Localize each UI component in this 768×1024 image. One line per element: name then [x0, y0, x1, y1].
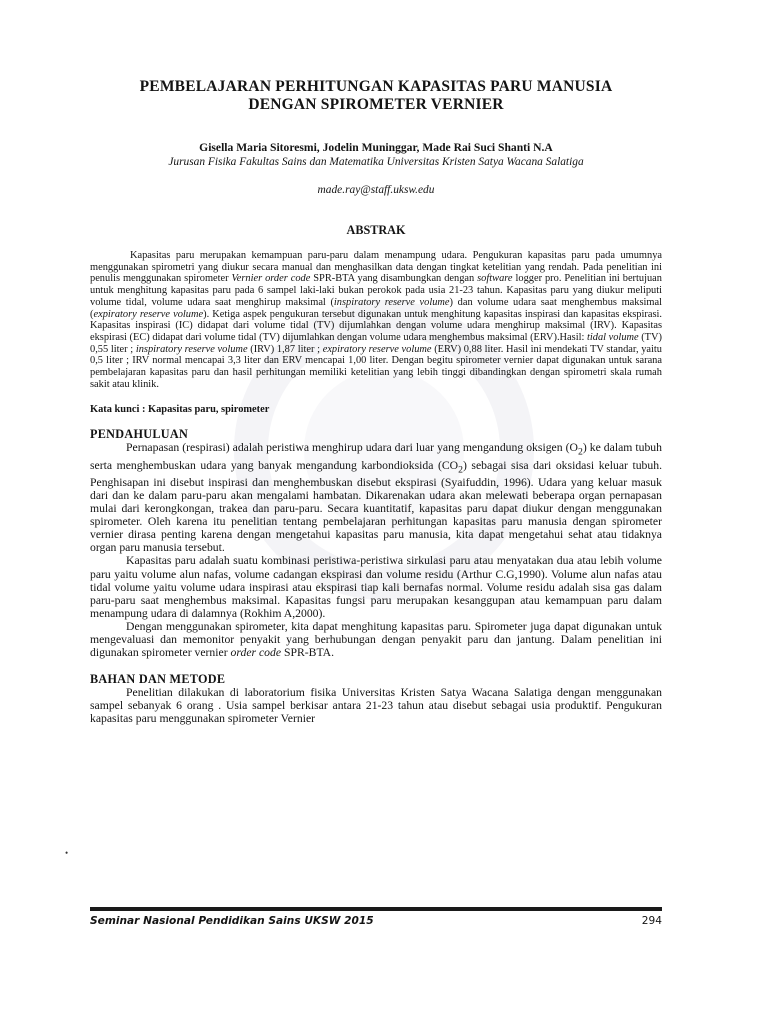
- abstract-text: logger pro. Penelitian ini bertujuan untuk menghitung kapasitas paru pada 6 sampel laki-laki bukan perokok pada usia 21-23 tahun. Kapasitas paru yang diukur meliputi volume tidal, volume udara saat menghirup maksimal (: [90, 273, 662, 308]
- subscript: 2: [577, 446, 583, 458]
- abstract-emphasis: expiratory reserve volume: [93, 308, 204, 320]
- footer-divider: [90, 907, 662, 911]
- title-line-2: DENGAN SPIROMETER VERNIER: [248, 96, 504, 113]
- affiliation: Jurusan Fisika Fakultas Sains dan Matematika Universitas Kristen Satya Wacana Salatiga: [168, 156, 584, 168]
- keywords: Kata kunci : Kapasitas paru, spirometer: [90, 404, 270, 416]
- author-list: Gisella Maria Sitoresmi, Jodelin Muninggar, Made Rai Suci Shanti N.A: [199, 141, 553, 154]
- body-emphasis: order code: [230, 645, 282, 659]
- paper-page: [90, 78, 662, 725]
- page-number: 294: [641, 915, 662, 927]
- abstract-text: ) dan volume udara saat menghembus maksimal (: [90, 296, 662, 320]
- body-text: ) sebagai sisa dari oksidasi keluar tubuh. Penghisapan ini disebut inspirasi dan menghembuskan disebut ekspirasi (Syaifuddin, 1996). Udara yang keluar masuk dari dan ke dalam paru-paru akan mengalami hambatan. Dikarenakan udara akan melewati beberapa organ pernapasan mulai dari kerongkongan, trakea dan paru-paru. Secara kuantitatif, kapasitas paru dapat diukur dengan menggunakan spirometer. Oleh karena itu penelitian tentang pembelajaran perhitungan kapasitas paru manusia dengan spirometer vernier dirasa penting karena dengan mengetahui kapasitas paru manusia, kita dapat mengetahui sehat atau tidaknya organ paru manusia tersebut.: [90, 458, 662, 555]
- abstract-text: (TV) 0,55 liter ;: [90, 331, 662, 355]
- body-text: ) ke dalam tubuh serta menghembuskan udara yang banyak mengandung karbondioksida (CO: [90, 441, 662, 472]
- intro-paragraph-2: Kapasitas paru adalah suatu kombinasi peristiwa-peristiwa sirkulasi paru atau menyatakan dua atau lebih volume paru yaitu volume alun nafas, volume cadangan ekspirasi dan volume residu (Arthur C.G,1990). Volume alun nafas atau tidal volume yaitu volume udara inspirasi atau ekspirasi tiap kali bernafas normal. Volume residu adalah sisa gas dalam paru-paru saat menghembus maksimal. Kapasitas fungsi paru merupakan kesanggupan atau kemampuan paru dalam menampung udara di dalamnya (Rokhim A,2000).: [90, 554, 662, 620]
- abstract-text: (ERV) 0,88 liter. Hasil ini mendekati TV standar, yaitu 0,5 liter ; IRV normal mencapai 3,3 liter dan ERV mencapai 1,00 liter. Dengan begitu spirometer vernier dapat digunakan untuk sarana pembelajaran kapasitas paru dan hasil perhitungan memiliki ketelitian yang lebih tinggi dibandingkan dengan spirometri skala rumah sakit atau klinik.: [90, 343, 662, 390]
- intro-paragraph-3: [90, 620, 662, 659]
- abstract-body: [90, 250, 662, 390]
- abstract-text: ). Ketiga aspek pengukuran tersebut digunakan untuk menghitung kapasitas inspirasi dan kapasitas ekspirasi. Kapasitas inspirasi (IC) didapat dari volume tidal (TV) dijumlahkan dengan volume udara menghirup maksimal (IRV). Kapasitas ekspirasi (EC) didapat dari volume tidal (TV) dijumlahkan dengan volume udara menghembus maksimal (ERV).Hasil:: [90, 308, 662, 343]
- abstract-text: SPR-BTA yang disambungkan dengan: [310, 273, 478, 285]
- contact-email: made.ray@staff.uksw.edu: [317, 184, 435, 196]
- title-line-1: PEMBELAJARAN PERHITUNGAN KAPASITAS PARU MANUSIA: [139, 78, 613, 95]
- abstract-emphasis: software: [477, 273, 513, 285]
- footer-proceedings-title: Seminar Nasional Pendidikan Sains UKSW 2015: [90, 915, 374, 927]
- body-text: Pernapasan (respirasi) adalah peristiwa menghirup udara dari luar yang mengandung oksigen (O: [126, 441, 578, 455]
- abstract-emphasis: inspiratory reserve volume: [333, 296, 450, 308]
- subscript: 2: [458, 464, 463, 476]
- section-heading-introduction: PENDAHULUAN: [90, 427, 189, 442]
- paper-title: [90, 78, 662, 114]
- abstract-emphasis: tidal volume: [586, 331, 639, 343]
- abstract-text: Kapasitas paru merupakan kemampuan paru-paru dalam menampung udara. Pengukuran kapasitas paru pada umumnya menggunakan spirometri yang diukur secara manual dan menghasilkan data dengan tingkat ketelitian yang rendah. Pada penelitian ini penulis menggunakan spirometer: [90, 250, 662, 285]
- abstract-emphasis: Vernier order code: [231, 273, 311, 285]
- abstract-emphasis: expiratory reserve volume: [322, 343, 432, 355]
- abstract-text: (IRV) 1,87 liter ;: [247, 343, 323, 355]
- body-text: SPR-BTA.: [281, 645, 335, 659]
- intro-paragraph-1: [90, 441, 662, 554]
- section-heading-methods: BAHAN DAN METODE: [90, 671, 226, 686]
- page-footer: [90, 915, 662, 929]
- abstract-heading: ABSTRAK: [346, 223, 406, 237]
- abstract-emphasis: inspiratory reserve volume: [135, 343, 248, 355]
- body-text: Dengan menggunakan spirometer, kita dapat menghitung kapasitas paru. Spirometer juga dapat digunakan untuk mengevaluasi dan memonitor penyakit yang berhubungan dengan penyakit paru dan jantung. Dalam penelitian ini digunakan spirometer vernier: [90, 619, 662, 659]
- stray-mark: •: [65, 848, 69, 858]
- methods-paragraph-1: Penelitian dilakukan di laboratorium fisika Universitas Kristen Satya Wacana Salatiga dengan menggunakan sampel sebanyak 6 orang . Usia sampel berkisar antara 21-23 tahun atau disebut sebagai usia produktif. Pengukuran kapasitas paru menggunakan spirometer Vernier: [90, 685, 662, 725]
